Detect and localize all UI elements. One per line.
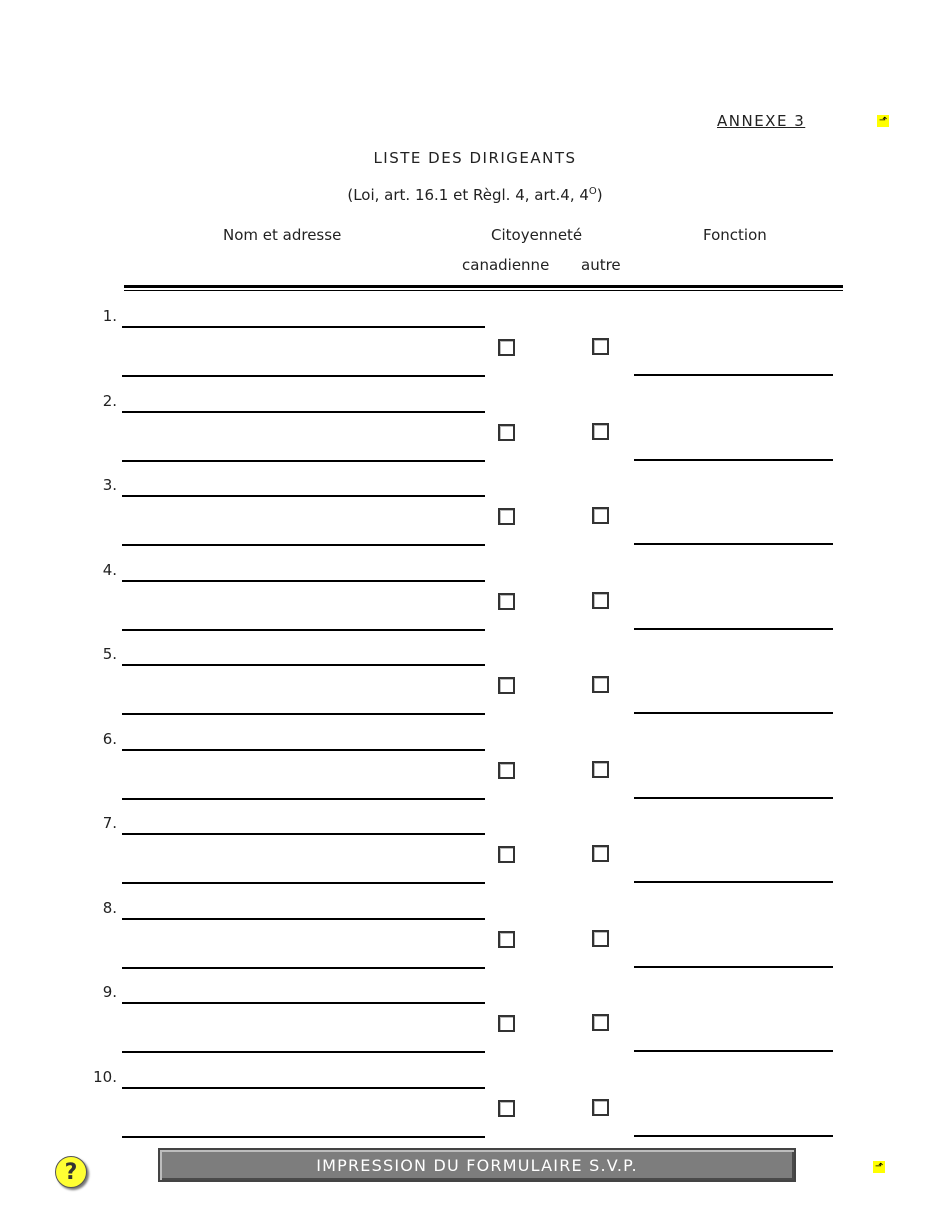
address-line[interactable] bbox=[122, 713, 485, 715]
name-line[interactable] bbox=[122, 918, 485, 920]
canadian-checkbox[interactable] bbox=[498, 931, 515, 948]
function-line[interactable] bbox=[634, 459, 833, 461]
row-number: 4. bbox=[102, 560, 117, 579]
canadian-checkbox[interactable] bbox=[498, 846, 515, 863]
subtitle-text: (Loi, art. 16.1 et Règl. 4, art.4, 4 bbox=[347, 186, 589, 204]
row-number: 7. bbox=[102, 814, 117, 832]
function-line[interactable] bbox=[634, 628, 833, 630]
address-line[interactable] bbox=[122, 967, 485, 969]
other-checkbox[interactable] bbox=[592, 1014, 609, 1031]
column-citizenship-header: Citoyenneté bbox=[491, 226, 583, 244]
canadian-checkbox[interactable] bbox=[498, 424, 515, 441]
other-checkbox[interactable] bbox=[592, 761, 609, 778]
row-number: 6. bbox=[102, 729, 117, 748]
row-number: 2. bbox=[102, 391, 117, 410]
up-arrow-icon[interactable]: ⬏ bbox=[874, 1161, 884, 1172]
canadian-checkbox[interactable] bbox=[498, 1100, 515, 1117]
name-line[interactable] bbox=[122, 495, 485, 497]
name-line[interactable] bbox=[122, 1087, 485, 1089]
row-number: 10. bbox=[93, 1067, 117, 1086]
other-checkbox[interactable] bbox=[592, 423, 609, 440]
header-rule-secondary bbox=[124, 290, 843, 291]
address-line[interactable] bbox=[122, 460, 485, 462]
header-rule bbox=[124, 285, 843, 288]
other-checkbox[interactable] bbox=[592, 676, 609, 693]
annexe-label: ANNEXE 3 bbox=[717, 112, 806, 130]
other-checkbox[interactable] bbox=[592, 930, 609, 947]
function-line[interactable] bbox=[634, 374, 833, 376]
other-checkbox[interactable] bbox=[592, 592, 609, 609]
row-number: 1. bbox=[102, 307, 117, 325]
name-line[interactable] bbox=[122, 664, 485, 666]
address-line[interactable] bbox=[122, 629, 485, 631]
help-icon[interactable]: ? bbox=[55, 1156, 87, 1188]
name-line[interactable] bbox=[122, 833, 485, 835]
canadian-checkbox[interactable] bbox=[498, 677, 515, 694]
other-checkbox[interactable] bbox=[592, 1099, 609, 1116]
function-line[interactable] bbox=[634, 881, 833, 883]
address-line[interactable] bbox=[122, 1136, 485, 1138]
other-checkbox[interactable] bbox=[592, 338, 609, 355]
canadian-checkbox[interactable] bbox=[498, 593, 515, 610]
address-line[interactable] bbox=[122, 882, 485, 884]
row-number: 5. bbox=[102, 645, 117, 663]
column-name-header: Nom et adresse bbox=[223, 226, 342, 244]
column-other-subheader: autre bbox=[581, 256, 621, 274]
row-number: 3. bbox=[102, 476, 117, 494]
name-line[interactable] bbox=[122, 580, 485, 582]
column-canadian-subheader: canadienne bbox=[462, 256, 550, 274]
print-form-button[interactable]: IMPRESSION DU FORMULAIRE S.V.P. bbox=[158, 1148, 796, 1182]
name-line[interactable] bbox=[122, 1002, 485, 1004]
address-line[interactable] bbox=[122, 1051, 485, 1053]
function-line[interactable] bbox=[634, 712, 833, 714]
function-line[interactable] bbox=[634, 543, 833, 545]
row-number: 9. bbox=[102, 983, 117, 1001]
canadian-checkbox[interactable] bbox=[498, 339, 515, 356]
function-line[interactable] bbox=[634, 1135, 833, 1137]
page-subtitle bbox=[0, 186, 950, 204]
row-number: 8. bbox=[102, 898, 117, 917]
name-line[interactable] bbox=[122, 749, 485, 751]
column-function-header: Fonction bbox=[703, 226, 767, 244]
address-line[interactable] bbox=[122, 798, 485, 800]
other-checkbox[interactable] bbox=[592, 845, 609, 862]
address-line[interactable] bbox=[122, 375, 485, 377]
canadian-checkbox[interactable] bbox=[498, 762, 515, 779]
other-checkbox[interactable] bbox=[592, 507, 609, 524]
name-line[interactable] bbox=[122, 326, 485, 328]
canadian-checkbox[interactable] bbox=[498, 1015, 515, 1032]
subtitle-close: ) bbox=[596, 186, 603, 204]
address-line[interactable] bbox=[122, 544, 485, 546]
page-title: LISTE DES DIRIGEANTS bbox=[373, 149, 577, 167]
subtitle-superscript: O bbox=[588, 186, 597, 197]
canadian-checkbox[interactable] bbox=[498, 508, 515, 525]
function-line[interactable] bbox=[634, 966, 833, 968]
function-line[interactable] bbox=[634, 797, 833, 799]
function-line[interactable] bbox=[634, 1050, 833, 1052]
up-arrow-icon[interactable]: ⬏ bbox=[878, 115, 888, 126]
name-line[interactable] bbox=[122, 411, 485, 413]
